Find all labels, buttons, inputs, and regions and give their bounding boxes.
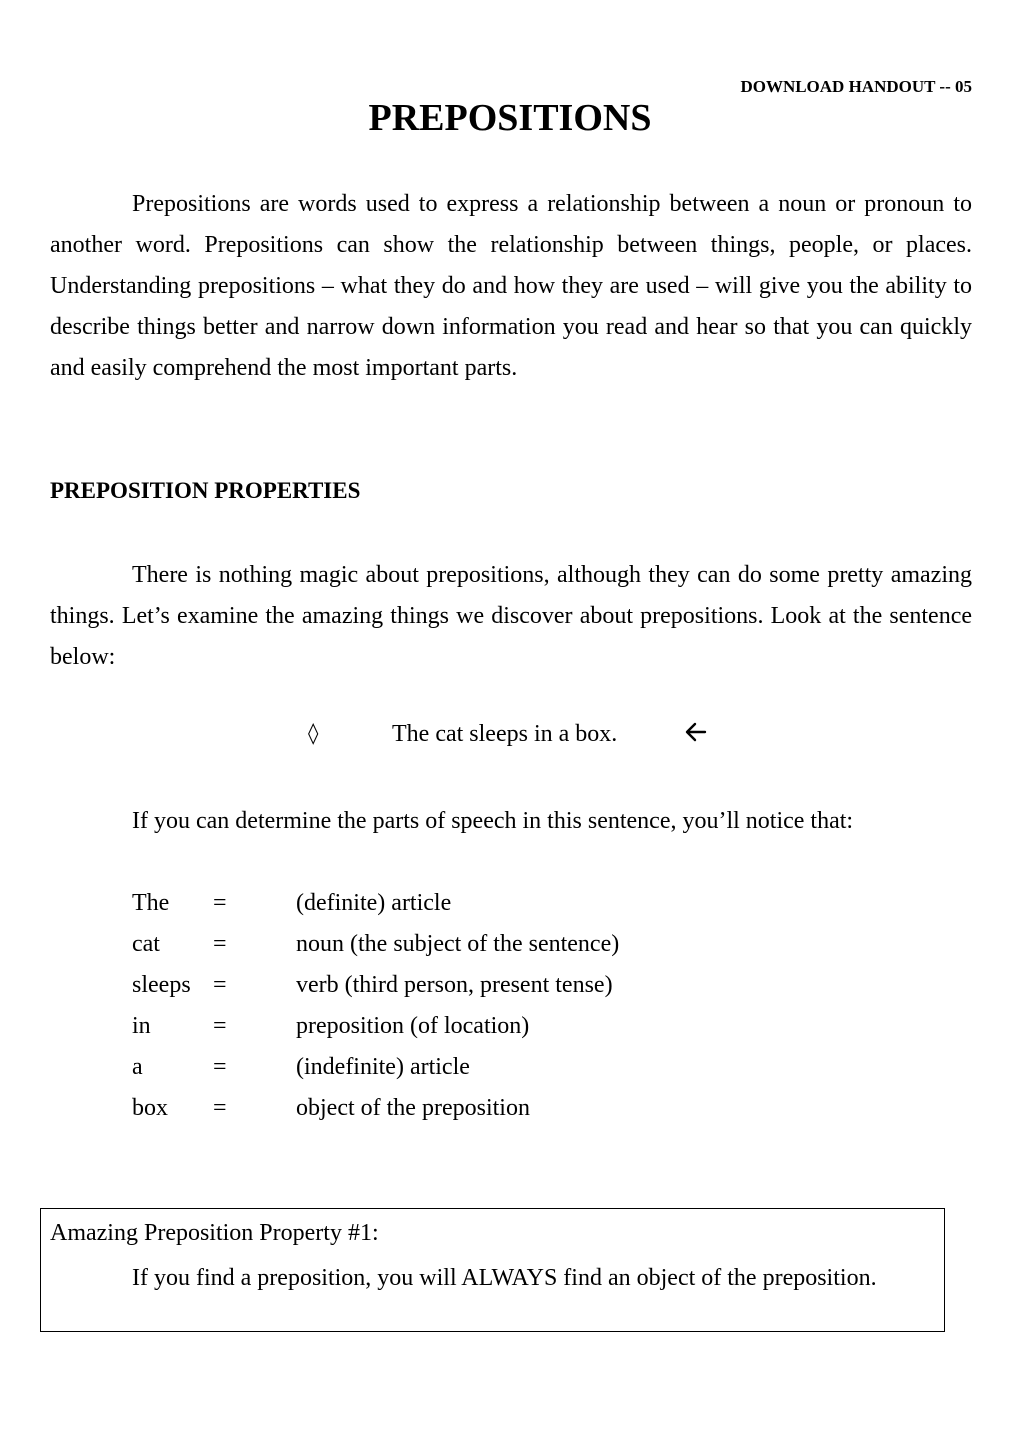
pos-equals: = — [213, 1054, 227, 1081]
section-heading: PREPOSITION PROPERTIES — [50, 478, 361, 503]
properties-paragraph: There is nothing magic about prepositions, although they can do some pretty amazing things. Let’s examine the amazing things we discover about prepositions. Look at the sentence below: — [50, 562, 972, 671]
pos-equals: = — [213, 1095, 227, 1122]
handout-label: DOWNLOAD HANDOUT -- 05 — [740, 77, 972, 96]
property-box-title: Amazing Preposition Property #1: — [50, 1220, 379, 1246]
analysis-intro: If you can determine the parts of speech in this sentence, you’ll notice that: — [132, 808, 854, 834]
diamond-bullet-icon: ◊ — [308, 721, 319, 745]
example-sentence-line — [0, 721, 1020, 757]
property-box-text: If you find a preposition, you will ALWAYS find an object of the preposition. — [132, 1265, 877, 1291]
list-item — [132, 925, 832, 966]
list-item — [132, 1048, 832, 1089]
left-arrow-icon — [683, 719, 709, 752]
pos-description: (definite) article — [296, 890, 452, 916]
list-item — [132, 966, 832, 1007]
pos-word: a — [132, 1054, 143, 1081]
example-sentence: The cat sleeps in a box. — [392, 721, 618, 747]
list-item — [132, 1007, 832, 1048]
list-item — [132, 1089, 832, 1130]
intro-paragraph: Prepositions are words used to express a relationship between a noun or pronoun to another word. Prepositions can show the relationship between things, people, or places. Understanding prepositions – what they do and how they are used – will give you the ability to describe things better and narrow down information you read and hear so that you can quickly and easily comprehend the most important parts. — [50, 191, 972, 382]
pos-description: object of the preposition — [296, 1095, 530, 1122]
pos-equals: = — [213, 890, 227, 916]
pos-description: (indefinite) article — [296, 1054, 470, 1081]
list-item — [132, 884, 832, 925]
page-title: PREPOSITIONS — [368, 97, 652, 139]
pos-description: noun (the subject of the sentence) — [296, 931, 620, 958]
left-arrow-icon-svg — [683, 719, 709, 745]
pos-word: cat — [132, 931, 160, 958]
pos-equals: = — [213, 972, 227, 999]
pos-equals: = — [213, 1013, 227, 1040]
pos-description: verb (third person, present tense) — [296, 972, 613, 999]
pos-equals: = — [213, 931, 227, 958]
pos-word: box — [132, 1095, 168, 1122]
pos-word: sleeps — [132, 972, 191, 999]
pos-description: preposition (of location) — [296, 1013, 530, 1040]
pos-word: in — [132, 1013, 151, 1040]
property-box — [40, 1208, 945, 1332]
pos-word: The — [132, 890, 170, 916]
parts-of-speech-list — [132, 884, 832, 1131]
